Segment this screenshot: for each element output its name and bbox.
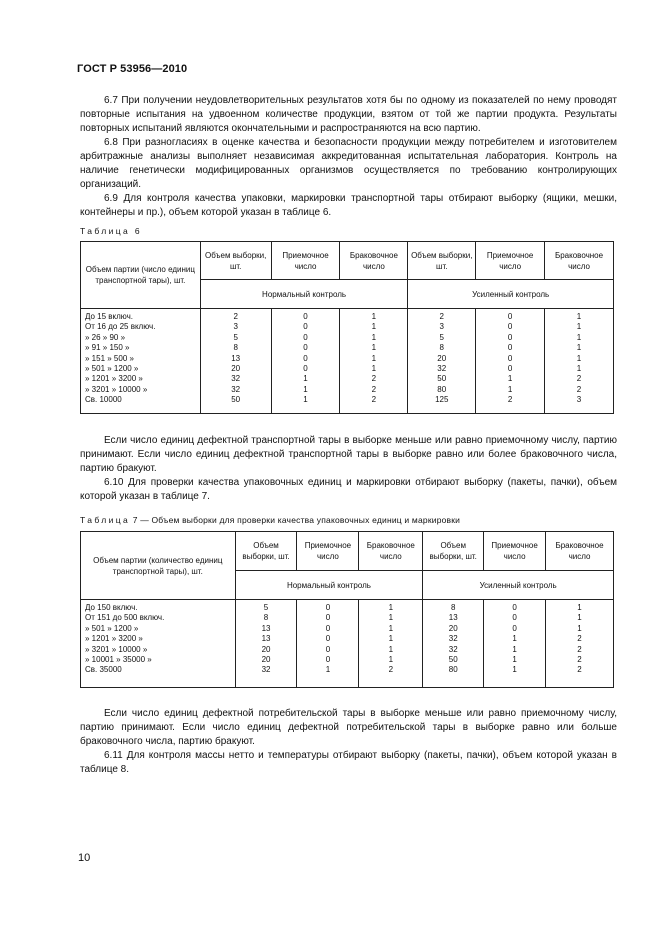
table7-lot-sizes: До 150 включ. От 151 до 500 включ. » 501 » 1200 » » 1201 » 3200 » » 3201 » 10000 » » 10001 » 35000 » Св. 35000 bbox=[81, 600, 236, 688]
table7-header-reject-enhanced: Браковочное число bbox=[546, 532, 614, 571]
table7-reject-enhanced: 1 1 1 2 2 2 2 bbox=[546, 600, 614, 688]
table6-header-reject-enhanced: Браковочное число bbox=[545, 242, 614, 280]
table-7 bbox=[80, 531, 614, 688]
table6-sample-enhanced: 2 3 5 8 20 32 50 80 125 bbox=[408, 309, 476, 414]
table7-header-reject-normal: Браковочное число bbox=[359, 532, 423, 571]
table7-header-sample-normal: Объем выборки, шт. bbox=[235, 532, 297, 571]
table6-header-sample-normal: Объем выборки, шт. bbox=[200, 242, 271, 280]
table6-lot-sizes: До 15 включ. От 16 до 25 включ. » 26 » 90 » » 91 » 150 » » 151 » 500 » » 501 » 1200 » » 1201 » 3200 » » 3201 » 10000 » Св. 10000 bbox=[81, 309, 201, 414]
paragraph-6-7: 6.7 При получении неудовлетворительных результатов хотя бы по одному из показателей по нему проводят повторные испытания на удвоенном количестве продукции, взятом от той же партии продукта. Результаты повторных испытаний являются окончательными и распространяются на всю партию. bbox=[80, 95, 617, 134]
table7-accept-enhanced: 0 0 0 1 1 1 1 bbox=[484, 600, 546, 688]
document-header: ГОСТ Р 53956—2010 bbox=[77, 63, 188, 75]
paragraph-accept-rule-7: Если число единиц дефектной потребительской тары в выборке меньше или равно приемочному числу, партию принимают. Если число единиц дефектной потребительской тары в выборке равно или больше браковочного числа, партию бракуют. bbox=[80, 708, 617, 747]
page-number: 10 bbox=[78, 852, 91, 864]
table6-reject-normal: 1 1 1 1 1 1 2 2 2 bbox=[340, 309, 408, 414]
table7-group-normal: Нормальный контроль bbox=[235, 571, 423, 600]
paragraph-6-11: 6.11 Для контроля массы нетто и температуры отбирают выборку (пакеты, пачки), объем которой указан в таблице 8. bbox=[80, 750, 617, 775]
table7-header-sample-enhanced: Объем выборки, шт. bbox=[423, 532, 484, 571]
table7-reject-normal: 1 1 1 1 1 1 2 bbox=[359, 600, 423, 688]
table6-accept-normal: 0 0 0 0 0 0 1 1 1 bbox=[271, 309, 340, 414]
table7-group-enhanced: Усиленный контроль bbox=[423, 571, 614, 600]
table7-sample-normal: 5 8 13 13 20 20 32 bbox=[235, 600, 297, 688]
table7-accept-normal: 0 0 0 0 0 0 1 bbox=[297, 600, 359, 688]
table6-header-lot: Объем партии (число единиц транспортной тары), шт. bbox=[81, 242, 201, 309]
table-6 bbox=[80, 241, 614, 414]
table6-header-sample-enhanced: Объем выборки, шт. bbox=[408, 242, 476, 280]
table6-header-accept-normal: Приемочное число bbox=[271, 242, 340, 280]
paragraph-6-10: 6.10 Для проверки качества упаковочных единиц и маркировки отбирают выборку (пакеты, пачки), объем которой указан в таблице 7. bbox=[80, 477, 617, 502]
table7-sample-enhanced: 8 13 20 32 32 50 80 bbox=[423, 600, 484, 688]
table7-header-accept-enhanced: Приемочное число bbox=[484, 532, 546, 571]
table6-group-normal: Нормальный контроль bbox=[200, 280, 408, 309]
paragraph-accept-rule-6: Если число единиц дефектной транспортной тары в выборке меньше или равно приемочному числу, партию принимают. Если число единиц дефектной транспортной тары в выборке равно или более браковочного числа, партию бракуют. bbox=[80, 435, 617, 474]
table6-caption: Таблица 6 bbox=[80, 226, 143, 236]
table7-header-lot: Объем партии (количество единиц транспортной тары), шт. bbox=[81, 532, 236, 600]
section-bottom-text bbox=[80, 707, 617, 777]
table6-header-accept-enhanced: Приемочное число bbox=[476, 242, 545, 280]
section-mid-text bbox=[80, 434, 617, 504]
section-top-text bbox=[80, 94, 617, 220]
table7-caption: Таблица 7 — Объем выборки для проверки качества упаковочных единиц и маркировки bbox=[80, 515, 461, 525]
table6-group-enhanced: Усиленный контроль bbox=[408, 280, 614, 309]
paragraph-6-9: 6.9 Для контроля качества упаковки, маркировки транспортной тары отбирают выборку (ящики, мешки, контейнеры и пр.), объем которой указан в таблице 6. bbox=[80, 193, 617, 218]
table6-accept-enhanced: 0 0 0 0 0 0 1 1 2 bbox=[476, 309, 545, 414]
table6-reject-enhanced: 1 1 1 1 1 1 2 2 3 bbox=[545, 309, 614, 414]
table7-header-accept-normal: Приемочное число bbox=[297, 532, 359, 571]
paragraph-6-8: 6.8 При разногласиях в оценке качества и безопасности продукции между потребителем и изготовителем арбитражные анализы выполняет независимая аккредитованная испытательная лаборатория. Контроль на наличие генетически модифицированных организмов осуществляется по требованию контролирующих организаций. bbox=[80, 137, 617, 190]
table6-sample-normal: 2 3 5 8 13 20 32 32 50 bbox=[200, 309, 271, 414]
table6-header-reject-normal: Браковочное число bbox=[340, 242, 408, 280]
